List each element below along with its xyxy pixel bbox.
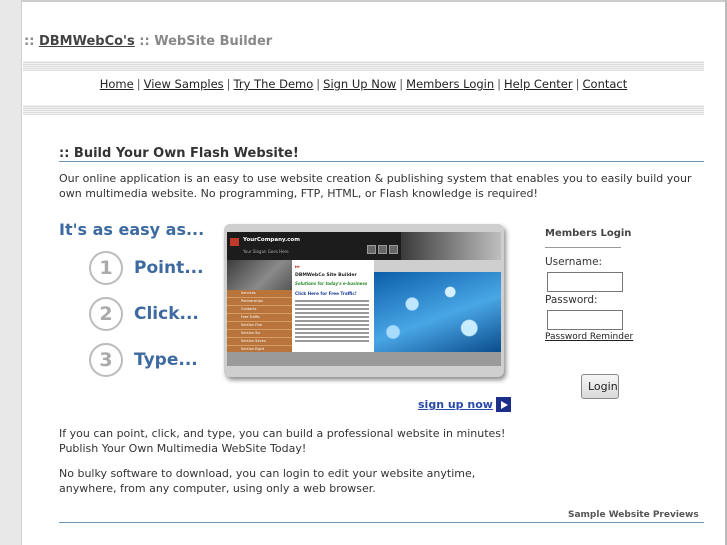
- frame-top-border: [0, 0, 727, 2]
- steps-heading: It's as easy as...: [59, 220, 205, 239]
- body-line: anywhere, from any computer, using only a web browser.: [59, 481, 376, 495]
- nav-separator: |: [497, 77, 502, 91]
- body-line: Publish Your Own Multimedia WebSite Today!: [59, 441, 307, 455]
- body-paragraph-2: [59, 467, 475, 496]
- step-click: [89, 297, 199, 331]
- step-label: Click...: [134, 304, 199, 324]
- preview-control-icon: [367, 245, 376, 254]
- preview-logo-icon: [230, 238, 239, 246]
- step-point: [89, 251, 204, 285]
- login-button[interactable]: Login: [581, 374, 619, 399]
- preview-menu-item: Contacts: [227, 306, 292, 314]
- nav-sign-up[interactable]: Sign Up Now: [323, 77, 397, 91]
- section-title: :: Build Your Own Flash Website!: [59, 146, 299, 161]
- preview-company: YourCompany.com: [243, 237, 300, 243]
- step-label: Point...: [134, 258, 204, 278]
- nav-view-samples[interactable]: View Samples: [143, 77, 224, 91]
- nav-separator: |: [399, 77, 404, 91]
- preview-header: [227, 232, 501, 260]
- preview-control-icon: [389, 245, 398, 254]
- preview-slogan: Your Slogan Goes Here: [243, 249, 289, 254]
- nav-separator: |: [575, 77, 580, 91]
- login-title: Members Login: [545, 228, 632, 239]
- play-arrow-icon: [496, 397, 511, 412]
- website-preview-image[interactable]: [224, 224, 504, 377]
- preview-menu-item: Section Five: [227, 322, 292, 330]
- title-prefix: ::: [24, 34, 35, 49]
- brand-link[interactable]: DBMWebCo's: [38, 34, 135, 49]
- step-number: 1: [89, 251, 123, 285]
- password-input[interactable]: [547, 310, 623, 330]
- bottom-divider: [59, 522, 704, 523]
- nav-help-center[interactable]: Help Center: [504, 77, 573, 91]
- preview-control-icon: [378, 245, 387, 254]
- body-line: No bulky software to download, you can login to edit your website anytime,: [59, 467, 476, 480]
- nav-members-login[interactable]: Members Login: [406, 77, 495, 91]
- nav-separator: |: [136, 77, 141, 91]
- members-login-panel: [545, 228, 634, 393]
- preview-photo: [227, 260, 292, 290]
- nav-try-demo[interactable]: Try The Demo: [233, 77, 314, 91]
- top-nav: [23, 77, 704, 91]
- left-frame-panel: [0, 0, 22, 545]
- sign-up-label: sign up now: [418, 398, 493, 411]
- preview-tagline: Solutions for today's e-business: [295, 281, 368, 286]
- site-title: [24, 34, 272, 49]
- step-type: [89, 343, 198, 377]
- preview-content: [292, 260, 374, 352]
- intro-text: Our online application is an easy to use website creation & publishing system that enables you to easily build your own multimedia website. No programming, FTP, HTML, or Flash knowledge is required!: [59, 172, 692, 200]
- nav-separator: |: [316, 77, 321, 91]
- preview-heading: DBMWebCo Site Builder: [295, 273, 357, 278]
- preview-menu: [227, 290, 292, 352]
- nav-contact[interactable]: Contact: [582, 77, 628, 91]
- step-label: Type...: [134, 350, 198, 370]
- preview-text-lines: [295, 300, 369, 344]
- preview-menu-item: Section Six: [227, 330, 292, 338]
- header-stripe-bottom: [23, 105, 704, 115]
- preview-traffic-link: Click Here for Free Traffic!: [295, 291, 357, 296]
- preview-arrows-icon: ▸▸: [295, 264, 301, 270]
- username-input[interactable]: [547, 272, 623, 292]
- preview-footer: [227, 352, 501, 366]
- step-number: 2: [89, 297, 123, 331]
- preview-menu-item: Partnerships: [227, 298, 292, 306]
- preview-menu-item: Section Eight: [227, 346, 292, 354]
- username-label: Username:: [545, 256, 603, 268]
- password-reminder-link[interactable]: Password Reminder: [545, 332, 634, 342]
- login-divider: [545, 247, 621, 248]
- nav-separator: |: [226, 77, 231, 91]
- section-divider: [59, 161, 704, 162]
- sign-up-now-button[interactable]: [418, 397, 511, 412]
- step-number: 3: [89, 343, 123, 377]
- sample-previews-heading: Sample Website Previews: [568, 510, 699, 520]
- body-line: If you can point, click, and type, you can build a professional website in minutes!: [59, 427, 506, 440]
- header-stripe-top: [23, 61, 704, 71]
- preview-water-image: [374, 272, 501, 352]
- preview-header-band: [401, 232, 501, 260]
- preview-menu-item: Free Traffic: [227, 314, 292, 322]
- title-text: :: WebSite Builder: [139, 34, 273, 49]
- password-label: Password:: [545, 294, 598, 306]
- body-paragraph-1: [59, 427, 505, 456]
- preview-menu-item: Section Seven: [227, 338, 292, 346]
- nav-home[interactable]: Home: [99, 77, 134, 91]
- preview-menu-item: Services: [227, 290, 292, 298]
